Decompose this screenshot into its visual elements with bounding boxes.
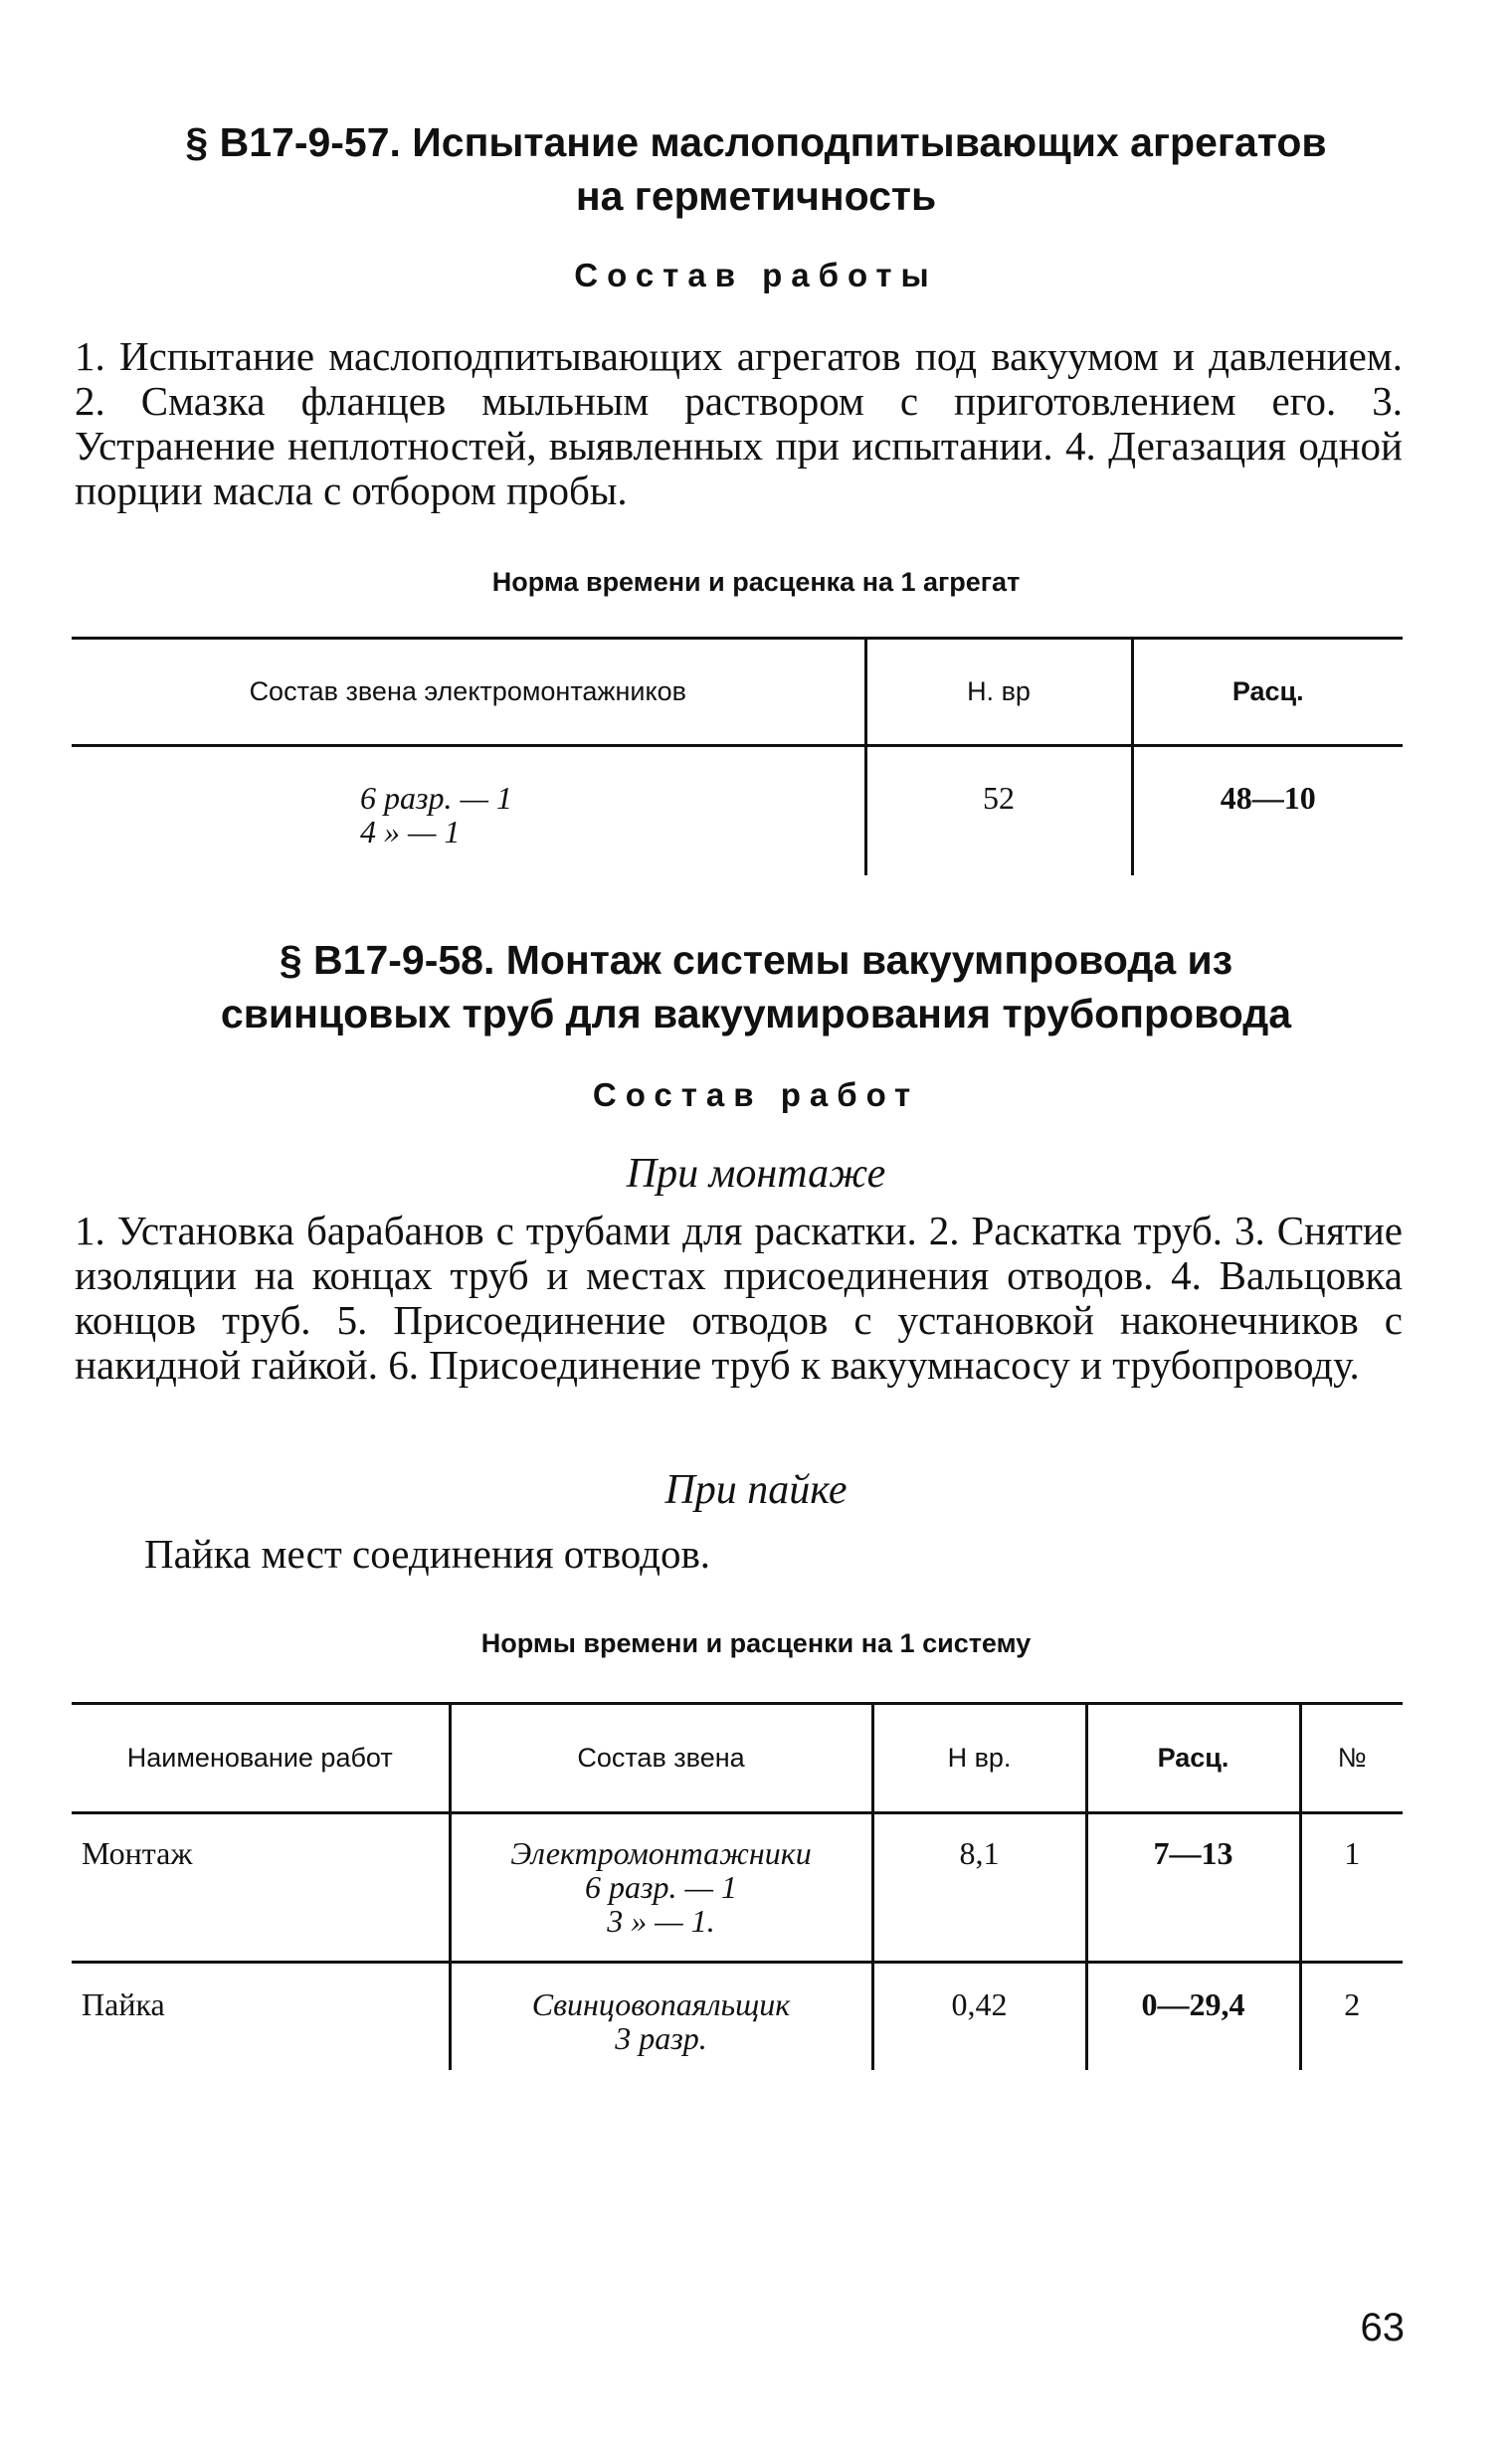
- crew-line: 3 разр.: [615, 2020, 707, 2056]
- composition-heading: Состав работы: [574, 257, 938, 293]
- work-name-cell: Монтаж: [82, 1835, 193, 1871]
- header-time-norm: Н. вр: [865, 639, 1132, 746]
- crew-line: 6 разр. — 1: [585, 1869, 737, 1905]
- table-row: [72, 1813, 1403, 1963]
- rate-cell: 7—13: [1086, 1813, 1300, 1963]
- crew-line: 3 » — 1.: [607, 1903, 715, 1939]
- work-composition-text: 1. Испытание маслоподпитывающих агрегатов под вакуумом и давлением. 2. Смазка фланцев мыльным раствором с приготовлением его. 3. Устранение неплотностей, выявленных при испытании. 4. Дегазация одной порции масла с отбором пробы.: [75, 333, 1403, 513]
- time-norm-cell: 0,42: [872, 1963, 1086, 2070]
- header-rate: Расц.: [1132, 639, 1403, 746]
- header-number: №: [1300, 1704, 1403, 1813]
- table-row: [72, 746, 1403, 875]
- subheading-mounting: При монтаже: [626, 1151, 886, 1197]
- crew-line: 4 » — 1: [360, 814, 461, 849]
- norms-table-2: [72, 1702, 1403, 2070]
- crew-line: Электромонтажники: [510, 1835, 812, 1871]
- rate-cell: 0—29,4: [1086, 1963, 1300, 2070]
- section-title-b17-9-57: [129, 115, 1383, 223]
- header-crew-composition: Состав звена электромонтажников: [72, 639, 865, 746]
- time-norm-cell: 52: [865, 746, 1132, 875]
- header-time-norm: Н вр.: [872, 1704, 1086, 1813]
- crew-composition-cell: [450, 1813, 872, 1963]
- time-norm-cell: 8,1: [872, 1813, 1086, 1963]
- crew-composition-cell: [450, 1963, 872, 2070]
- table-caption: Норма времени и расценка на 1 агрегат: [491, 567, 1021, 597]
- header-rate: Расц.: [1086, 1704, 1300, 1813]
- number-cell: 2: [1300, 1963, 1403, 2070]
- crew-composition-cell: [72, 746, 865, 875]
- section-title-b17-9-58: [129, 933, 1383, 1040]
- table-caption: Нормы времени и расценки на 1 систему: [480, 1628, 1032, 1658]
- table-header-row: [72, 1704, 1403, 1813]
- rate-cell: 48—10: [1132, 746, 1403, 875]
- table-header-row: [72, 639, 1403, 746]
- composition-heading: Состав работ: [592, 1076, 920, 1113]
- header-work-name: Наименование работ: [72, 1704, 450, 1813]
- soldering-work-text: Пайка мест соединения отводов.: [144, 1531, 711, 1577]
- section-title-line-1: § В17-9-57. Испытание маслоподпитывающих агрегатов: [185, 119, 1327, 165]
- norms-table-1: [72, 637, 1403, 875]
- number-cell: 1: [1300, 1813, 1403, 1963]
- subheading-soldering: При пайке: [664, 1467, 848, 1513]
- header-crew-composition: Состав звена: [450, 1704, 872, 1813]
- crew-line: 6 разр. — 1: [360, 780, 512, 816]
- page-number: 63: [1360, 2306, 1405, 2350]
- section-title-line-1: § В17-9-58. Монтаж системы вакуумпровода из: [279, 937, 1233, 983]
- table-row: [72, 1963, 1403, 2070]
- section-title-line-2: свинцовых труб для вакуумирования трубопровода: [220, 991, 1292, 1036]
- crew-line: Свинцовопаяльщик: [531, 1986, 791, 2022]
- section-title-line-2: на герметичность: [575, 173, 937, 219]
- work-name-cell: Пайка: [82, 1986, 165, 2022]
- mounting-work-text: 1. Установка барабанов с трубами для раскатки. 2. Раскатка труб. 3. Снятие изоляции на концах труб и местах присоединения отводов. 4. Вальцовка концов труб. 5. Присоединение отводов с установкой наконечников с накидной гайкой. 6. Присоединение труб к вакуумнасосу и трубопроводу.: [75, 1208, 1403, 1388]
